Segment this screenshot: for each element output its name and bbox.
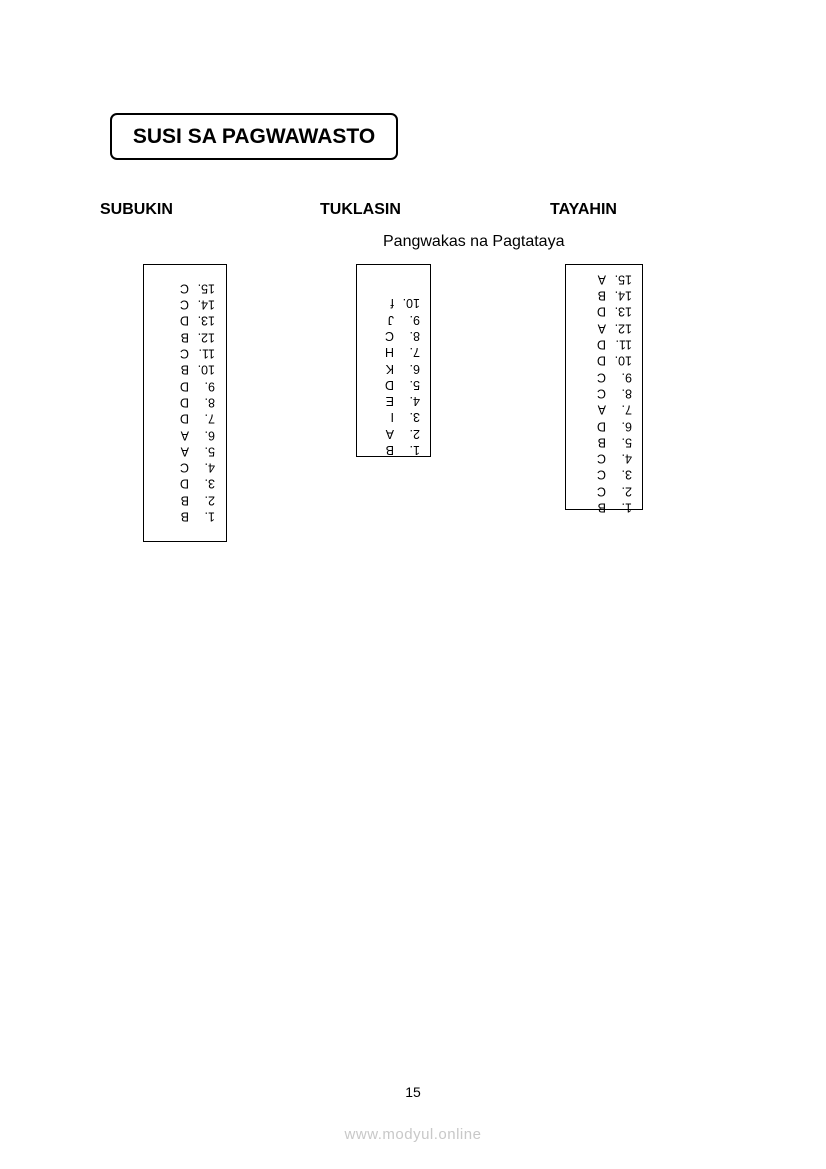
answer-letter: E bbox=[385, 394, 394, 409]
answer-number: 10. bbox=[197, 362, 215, 377]
answer-key-box-subukin bbox=[143, 264, 227, 542]
answer-item bbox=[144, 361, 226, 377]
answer-letter: B bbox=[597, 288, 606, 303]
answer-letter: D bbox=[179, 395, 189, 410]
answer-item bbox=[144, 459, 226, 475]
page-title: SUSI SA PAGWAWASTO bbox=[132, 124, 376, 148]
answer-letter: C bbox=[179, 297, 189, 312]
answer-item bbox=[357, 376, 430, 392]
answer-letter: B bbox=[180, 493, 189, 508]
answer-item bbox=[357, 360, 430, 376]
answer-number: 4. bbox=[204, 460, 215, 475]
answer-letter: K bbox=[385, 361, 394, 376]
answer-item bbox=[566, 467, 642, 483]
answer-number: 4. bbox=[621, 451, 632, 466]
answer-letter: D bbox=[596, 337, 606, 352]
answer-letter: B bbox=[180, 362, 189, 377]
answer-item bbox=[566, 450, 642, 466]
answer-number: 13. bbox=[614, 304, 632, 319]
answer-item bbox=[357, 393, 430, 409]
answer-number: 9. bbox=[409, 312, 420, 327]
answer-letter: B bbox=[597, 435, 606, 450]
page-number: 15 bbox=[405, 1084, 421, 1100]
answer-number: 1. bbox=[409, 442, 420, 457]
answer-number: 5. bbox=[621, 435, 632, 450]
answer-number: 2. bbox=[409, 426, 420, 441]
answer-letter: A bbox=[597, 402, 606, 417]
answer-number: 12. bbox=[614, 321, 632, 336]
answer-number: 8. bbox=[409, 328, 420, 343]
answer-number: 1. bbox=[621, 500, 632, 515]
answer-number: 7. bbox=[204, 411, 215, 426]
answer-letter: f bbox=[390, 296, 394, 311]
answer-number: 10. bbox=[614, 353, 632, 368]
section-heading-subukin: SUBUKIN bbox=[100, 201, 173, 218]
answer-letter: D bbox=[596, 304, 606, 319]
answer-item bbox=[357, 311, 430, 327]
answer-item bbox=[144, 329, 226, 345]
answer-letter: B bbox=[180, 330, 189, 345]
answer-number: 5. bbox=[204, 444, 215, 459]
answer-number: 8. bbox=[204, 395, 215, 410]
answer-number: 7. bbox=[621, 402, 632, 417]
answer-letter: B bbox=[180, 509, 189, 524]
answer-letter: A bbox=[180, 427, 189, 442]
answer-list-tayahin bbox=[566, 271, 642, 515]
answer-number: 12. bbox=[197, 330, 215, 345]
watermark-text: www.modyul.online bbox=[344, 1126, 482, 1143]
answer-number: 2. bbox=[621, 484, 632, 499]
answer-number: 7. bbox=[409, 345, 420, 360]
answer-number: 11. bbox=[615, 337, 632, 352]
answer-letter: A bbox=[180, 444, 189, 459]
answer-item bbox=[144, 345, 226, 361]
answer-item bbox=[144, 508, 226, 524]
answer-letter: C bbox=[596, 451, 606, 466]
answer-item bbox=[144, 313, 226, 329]
tayahin-subtitle: Pangwakas na Pagtataya bbox=[383, 233, 565, 250]
answer-item bbox=[357, 409, 430, 425]
answer-letter: C bbox=[596, 370, 606, 385]
answer-letter: D bbox=[596, 418, 606, 433]
answer-letter: C bbox=[596, 484, 606, 499]
answer-item bbox=[566, 401, 642, 417]
answer-item bbox=[144, 296, 226, 312]
title-box bbox=[110, 113, 398, 160]
answer-item bbox=[357, 328, 430, 344]
answer-letter: C bbox=[596, 386, 606, 401]
answer-item bbox=[144, 394, 226, 410]
answer-number: 15. bbox=[197, 281, 215, 296]
answer-item bbox=[357, 442, 430, 458]
answer-item bbox=[357, 425, 430, 441]
answer-number: 9. bbox=[621, 370, 632, 385]
answer-item bbox=[566, 336, 642, 352]
answer-item bbox=[566, 499, 642, 515]
answer-letter: I bbox=[390, 410, 394, 425]
answer-letter: C bbox=[596, 467, 606, 482]
answer-letter: D bbox=[179, 411, 189, 426]
answer-key-box-tayahin bbox=[565, 264, 643, 515]
answer-letter: C bbox=[179, 460, 189, 475]
answer-item bbox=[144, 427, 226, 443]
answer-letter: D bbox=[179, 313, 189, 328]
answer-item bbox=[144, 378, 226, 394]
answer-item bbox=[144, 410, 226, 426]
answer-item bbox=[566, 287, 642, 303]
answer-number: 2. bbox=[204, 493, 215, 508]
answer-number: 1. bbox=[204, 509, 215, 524]
answer-number: 8. bbox=[621, 386, 632, 401]
answer-item bbox=[566, 304, 642, 320]
answer-number: 10. bbox=[402, 296, 420, 311]
answer-item bbox=[144, 443, 226, 459]
answer-number: 3. bbox=[621, 467, 632, 482]
answer-letter: A bbox=[597, 321, 606, 336]
answer-item bbox=[566, 483, 642, 499]
answer-letter: C bbox=[384, 328, 394, 343]
answer-number: 6. bbox=[621, 418, 632, 433]
answer-item bbox=[566, 418, 642, 434]
answer-item bbox=[566, 385, 642, 401]
answer-letter: J bbox=[387, 312, 394, 327]
answer-number: 6. bbox=[204, 427, 215, 442]
answer-number: 3. bbox=[204, 476, 215, 491]
answer-number: 15. bbox=[614, 272, 632, 287]
answer-list-subukin bbox=[144, 280, 226, 524]
section-heading-tayahin: TAYAHIN bbox=[550, 201, 617, 218]
answer-item bbox=[566, 434, 642, 450]
answer-letter: D bbox=[179, 379, 189, 394]
answer-list-tuklasin bbox=[357, 295, 430, 458]
answer-letter: A bbox=[385, 426, 394, 441]
section-heading-tuklasin: TUKLASIN bbox=[320, 201, 401, 218]
answer-key-box-tuklasin bbox=[356, 264, 431, 457]
answer-item bbox=[357, 295, 430, 311]
answer-item bbox=[144, 280, 226, 296]
answer-item bbox=[144, 492, 226, 508]
answer-item bbox=[566, 271, 642, 287]
answer-letter: C bbox=[179, 281, 189, 296]
answer-number: 3. bbox=[409, 410, 420, 425]
answer-letter: D bbox=[179, 476, 189, 491]
answer-number: 13. bbox=[197, 313, 215, 328]
answer-letter: H bbox=[384, 345, 394, 360]
answer-number: 5. bbox=[409, 377, 420, 392]
answer-number: 4. bbox=[409, 394, 420, 409]
answer-letter: D bbox=[596, 353, 606, 368]
answer-number: 14. bbox=[614, 288, 632, 303]
answer-item bbox=[566, 369, 642, 385]
answer-item bbox=[144, 476, 226, 492]
answer-item bbox=[566, 320, 642, 336]
answer-letter: B bbox=[385, 442, 394, 457]
answer-number: 14. bbox=[197, 297, 215, 312]
answer-number: 11. bbox=[198, 346, 215, 361]
answer-number: 6. bbox=[409, 361, 420, 376]
answer-number: 9. bbox=[204, 379, 215, 394]
answer-letter: A bbox=[597, 272, 606, 287]
answer-letter: C bbox=[179, 346, 189, 361]
answer-item bbox=[566, 352, 642, 368]
answer-letter: B bbox=[597, 500, 606, 515]
answer-letter: D bbox=[384, 377, 394, 392]
answer-item bbox=[357, 344, 430, 360]
